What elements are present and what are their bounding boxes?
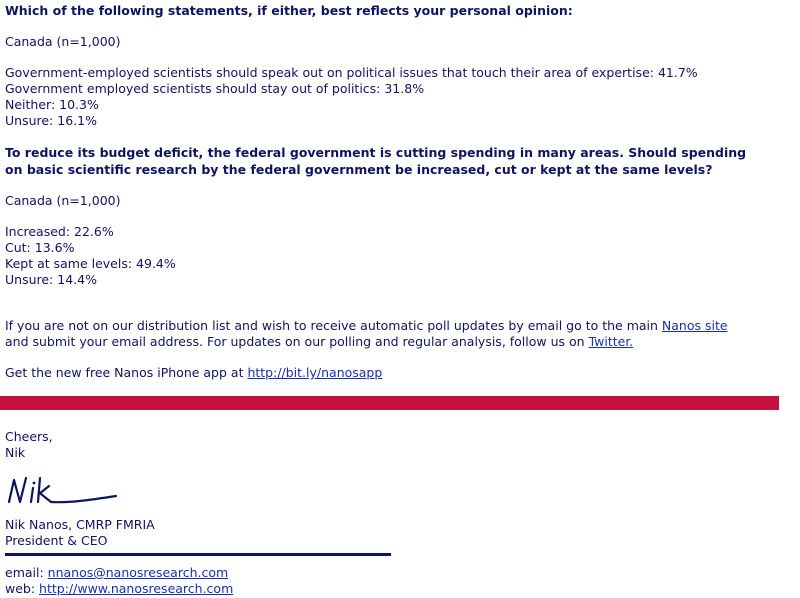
q2-answer: Kept at same levels: 49.4% [5,256,176,271]
email-body [5,0,795,381]
q2-sample: Canada (n=1,000) [5,193,121,208]
q1-sample: Canada (n=1,000) [5,34,121,49]
handwritten-signature-image [5,472,120,512]
info-line-1: If you are not on our distribution list and wish to receive automatic poll updates by email go to the main Nanos site [5,318,728,333]
q1-answer: Unsure: 16.1% [5,113,97,128]
sender-name: Nik Nanos, CMRP FMRIA [5,517,155,532]
sender-title: President & CEO [5,533,108,548]
q2-answer: Increased: 22.6% [5,224,114,239]
app-link[interactable]: http://bit.ly/nanosapp [247,365,383,380]
q2-answer: Unsure: 14.4% [5,272,97,287]
sender-block [5,517,155,549]
email-line: email: nnanos@nanosresearch.com [5,565,229,580]
app-line: Get the new free Nanos iPhone app at http://bit.ly/nanosapp [5,365,383,380]
question-1: Which of the following statements, if either, best reflects your personal opinion: [5,3,573,18]
website-link[interactable]: http://www.nanosresearch.com [39,581,234,596]
q1-answer: Neither: 10.3% [5,97,99,112]
question-2-line2: on basic scientific research by the federal government be increased, cut or kept at the same levels? [5,162,713,177]
signature-rule [5,553,391,556]
question-2-line1: To reduce its budget deficit, the federal government is cutting spending in many areas. Should spending [5,145,747,160]
section-divider-bar [0,396,779,410]
q1-answer: Government-employed scientists should speak out on political issues that touch their area of expertise: 41.7% [5,65,698,80]
sender-first-name: Nik [5,445,26,460]
web-line: web: http://www.nanosresearch.com [5,581,234,596]
nanos-site-link[interactable]: Nanos site [661,318,728,333]
q1-answer: Government employed scientists should stay out of politics: 31.8% [5,81,425,96]
info-line-2: and submit your email address. For updates on our polling and regular analysis, follow us on Twitter. [5,334,634,349]
q2-answer: Cut: 13.6% [5,240,75,255]
email-link[interactable]: nnanos@nanosresearch.com [47,565,229,580]
signoff [5,429,53,461]
greeting: Cheers, [5,429,53,444]
contact-block [5,565,233,597]
twitter-link[interactable]: Twitter. [588,334,634,349]
